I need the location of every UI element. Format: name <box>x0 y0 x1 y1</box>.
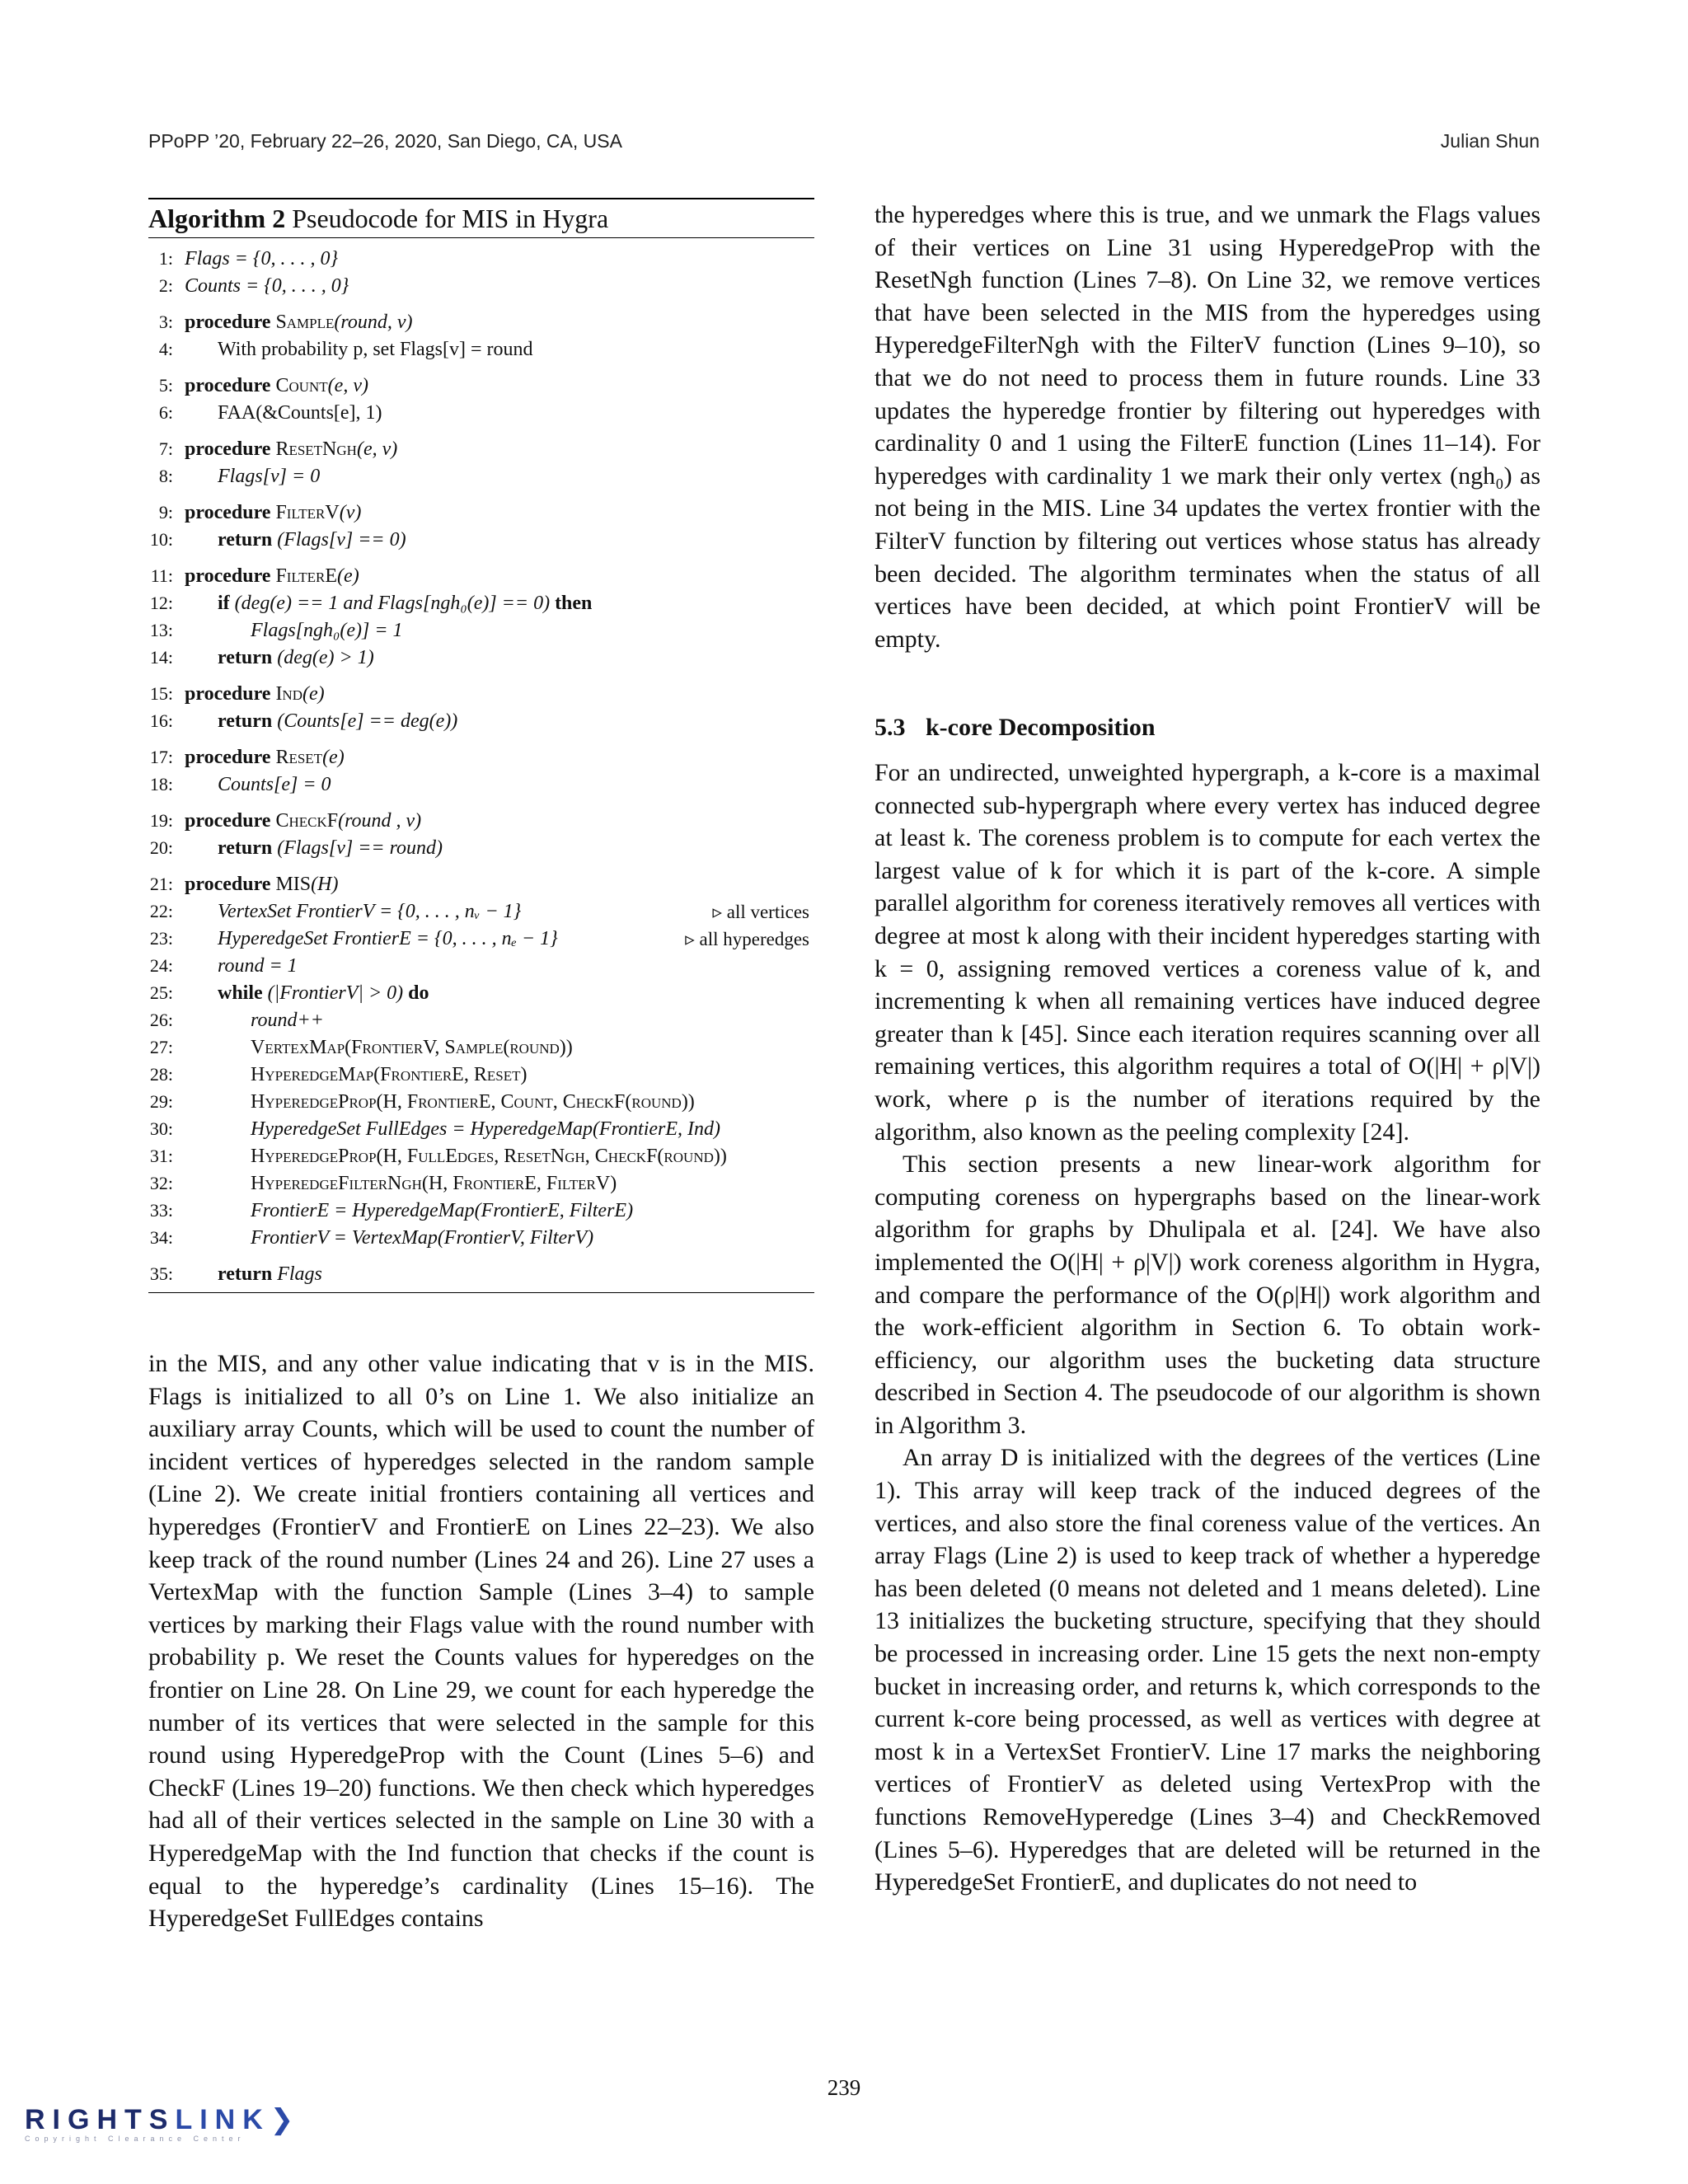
right-column-text-top <box>874 199 1540 655</box>
page-number: 239 <box>827 2075 861 2100</box>
algo-line-9: 9: procedure FilterV(v) <box>158 502 362 523</box>
algo-line-2: 2: Counts = {0, . . . , 0} <box>158 275 349 297</box>
algorithm-lines <box>148 238 814 1292</box>
algo-line-3: 3: procedure Sample(round, v) <box>158 312 413 333</box>
paragraph-mis-explanation: in the MIS, and any other value indicating that v is in the MIS. Flags is initialized to all 0’s on Line 1. We also initialize an auxiliary array Counts, which will be used to count the number of incident vertices of hyperedges selected in the random sample (Line 2). We create initial frontiers containing all vertices and hyperedges (FrontierV and FrontierE on Lines 22–23). We also keep track of the round number (Lines 24 and 26). Line 27 uses a VertexMap with the function Sample (Lines 3–4) to sample vertices by marking their Flags value with the round number with probability p. We reset the Counts values for hyperedges on the frontier on Line 28. On Line 29, we count for each hyperedge the number of its vertices that were selected in the sample for this round using HyperedgeProp with the Count (Lines 5–6) and CheckF (Lines 19–20) functions. We then check which hyperedges had all of their vertices selected in the sample on Line 30 with a HyperedgeMap with the Ind function that checks if the count is equal to the hyperedge’s cardinality (Lines 15–16). The HyperedgeSet FullEdges contains <box>148 1350 814 1933</box>
algo-line-13: 13: Flags[ngh₀(e)] = 1 <box>149 620 403 641</box>
algo-line-16: 16: return (Counts[e] == deg(e)) <box>149 710 458 732</box>
algo-line-27: 27: VertexMap(FrontierV, Sample(round)) <box>149 1037 573 1058</box>
paragraph-kcore-linear-work: This section presents a new linear-work algorithm for computing coreness on hypergraphs based on the linear-work algorithm for graphs by Dhulipala et al. [24]. We have also implemented the O(|H| + ρ|V|) work coreness algorithm in Hygra, and compare the performance of the O(ρ|H|) work algorithm and the work-efficient algorithm in Section 6. To obtain work-efficiency, our algorithm uses the bucketing data structure described in Section 4. The pseudocode of our algorithm is shown in Algorithm 3. <box>874 1151 1540 1439</box>
algo-line-26: 26: round++ <box>149 1010 324 1031</box>
left-column-text <box>148 1347 814 1935</box>
rightslink-logo <box>25 2103 301 2143</box>
algo-line-30: 30: HyperedgeSet FullEdges = HyperedgeMap(FrontierE, Ind) <box>149 1118 721 1140</box>
algo-line-28: 28: HyperedgeMap(FrontierE, Reset) <box>149 1064 528 1085</box>
paragraph-kcore-definition: For an undirected, unweighted hypergraph, a k-core is a maximal connected sub-hypergraph where every vertex has induced degree at least k. The coreness problem is to compute for each vertex the largest value of k for which it is part of the k-core. A simple parallel algorithm for coreness iteratively removes all vertices with degree at most k along with their incident hyperedges starting with k = 0, assigning removed vertices a coreness value of k, and incrementing k when all remaining vertices have induced degree greater than k [45]. Since each iteration requires scanning over all remaining vertices, this algorithm requires a total of O(|H| + ρ|V|) work, where ρ is the number of iterations required by the algorithm, also known as the peeling complexity [24]. <box>874 759 1540 1146</box>
section-heading <box>874 714 1156 742</box>
section-title: k-core Decomposition <box>926 714 1156 741</box>
algo-line-11: 11: procedure FilterE(e) <box>150 565 359 587</box>
paragraph-kcore-algorithm-steps: An array D is initialized with the degrees of the vertices (Line 1). This array will keep track of the induced degrees of the vertices, and also store the final coreness value of the vertices. An array Flags (Line 2) is used to keep track of whether a hyperedge has been deleted (0 means not deleted and 1 means deleted). Line 13 initializes the bucketing structure, specifying that they should be processed in increasing order. Line 15 gets the next non-empty bucket in increasing order, and returns k, which corresponds to the current k-core being processed, as well as vertices with degree at most k in a VertexSet FrontierV. Line 17 marks the neighboring vertices of FrontierV as deleted using VertexProp with the functions RemoveHyperedge (Lines 3–4) and CheckRemoved (Lines 5–6). Hyperedges that are deleted will be returned in the HyperedgeSet FrontierE, and duplicates do not need to <box>874 1444 1540 1896</box>
algo-line-12: 12: if (deg(e) == 1 and Flags[ngh₀(e)] == 0) then <box>149 593 593 614</box>
algo-line-7: 7: procedure ResetNgh(e, v) <box>158 438 398 460</box>
algo-line-17: 17: procedure Reset(e) <box>149 747 345 768</box>
algo-line-22: 22: VertexSet FrontierV = {0, . . . , nᵥ − 1} ▹ all vertices <box>148 898 814 925</box>
comment-all-hyperedges: ▹ all hyperedges <box>685 929 809 949</box>
running-header-author: Julian Shun <box>1440 130 1540 152</box>
algo-line-23: 23: HyperedgeSet FrontierE = {0, . . . , nₑ − 1} ▹ all hyperedges <box>148 925 814 952</box>
algo-line-4: 4: With probability p, set Flags[v] = round <box>158 339 533 360</box>
algo-line-15: 15: procedure Ind(e) <box>149 683 325 705</box>
section-number: 5.3 <box>874 714 906 741</box>
rightslink-tagline: Copyright Clearance Center <box>25 2135 246 2143</box>
chevron-right-icon: ❯ <box>270 2104 302 2135</box>
comment-all-vertices: ▹ all vertices <box>712 902 809 922</box>
algo-line-29: 29: HyperedgeProp(H, FrontierE, Count, CheckF(round)) <box>149 1091 695 1113</box>
algorithm-box <box>148 198 814 1293</box>
algo-line-18: 18: Counts[e] = 0 <box>149 774 331 795</box>
algo-line-31: 31: HyperedgeProp(H, FullEdges, ResetNgh, CheckF(round)) <box>149 1146 727 1167</box>
right-column-text-bottom <box>874 757 1540 1899</box>
algo-line-32: 32: HyperedgeFilterNgh(H, FrontierE, FilterV) <box>149 1173 617 1194</box>
algo-line-35: 35: return Flags <box>149 1263 322 1285</box>
algo-line-33: 33: FrontierE = HyperedgeMap(FrontierE, FilterE) <box>149 1200 634 1221</box>
algo-line-21: 21: procedure MIS(H) <box>149 874 339 895</box>
algo-line-19: 19: procedure CheckF(round , v) <box>149 810 422 832</box>
algorithm-caption <box>148 199 814 237</box>
running-header-venue: PPoPP ’20, February 22–26, 2020, San Diego, CA, USA <box>148 130 622 152</box>
algo-line-14: 14: return (deg(e) > 1) <box>149 647 374 668</box>
algo-line-10: 10: return (Flags[v] == 0) <box>149 529 406 551</box>
algo-line-34: 34: FrontierV = VertexMap(FrontierV, FilterV) <box>149 1227 594 1249</box>
algorithm-label: Algorithm 2 <box>148 204 286 233</box>
algo-line-5: 5: procedure Count(e, v) <box>158 375 368 396</box>
algorithm-bottom-rule <box>148 1292 814 1293</box>
algo-line-24: 24: round = 1 <box>149 955 298 977</box>
algorithm-title: Pseudocode for MIS in Hygra <box>292 204 609 233</box>
algo-line-25: 25: while (|FrontierV| > 0) do <box>149 982 429 1004</box>
algo-line-8: 8: Flags[v] = 0 <box>158 466 321 487</box>
paragraph-mis-continued: the hyperedges where this is true, and we unmark the Flags values of their vertices on Line 31 using HyperedgeProp with the ResetNgh function (Lines 7–8). On Line 32, we remove vertices that have been selected in the MIS from the hyperedges using HyperedgeFilterNgh with the FilterV function (Lines 9–10), so that we do not need to process them in future rounds. Line 33 updates the hyperedge frontier by filtering out hyperedges with cardinality 0 and 1 using the FilterE function (Lines 11–14). For hyperedges with cardinality 1 we mark their only vertex (ngh₀) as not being in the MIS. Line 34 updates the vertex frontier with the FilterV function by filtering out vertices whose status has already been decided. The algorithm terminates when the status of all vertices have been decided, at which point FrontierV will be empty. <box>874 201 1540 653</box>
algo-line-20: 20: return (Flags[v] == round) <box>149 837 443 859</box>
rightslink-wordmark: RIGHTSLINK❯ <box>25 2104 302 2135</box>
algo-line-1: 1: Flags = {0, . . . , 0} <box>158 248 339 269</box>
algo-line-6: 6: FAA(&Counts[e], 1) <box>158 402 382 424</box>
